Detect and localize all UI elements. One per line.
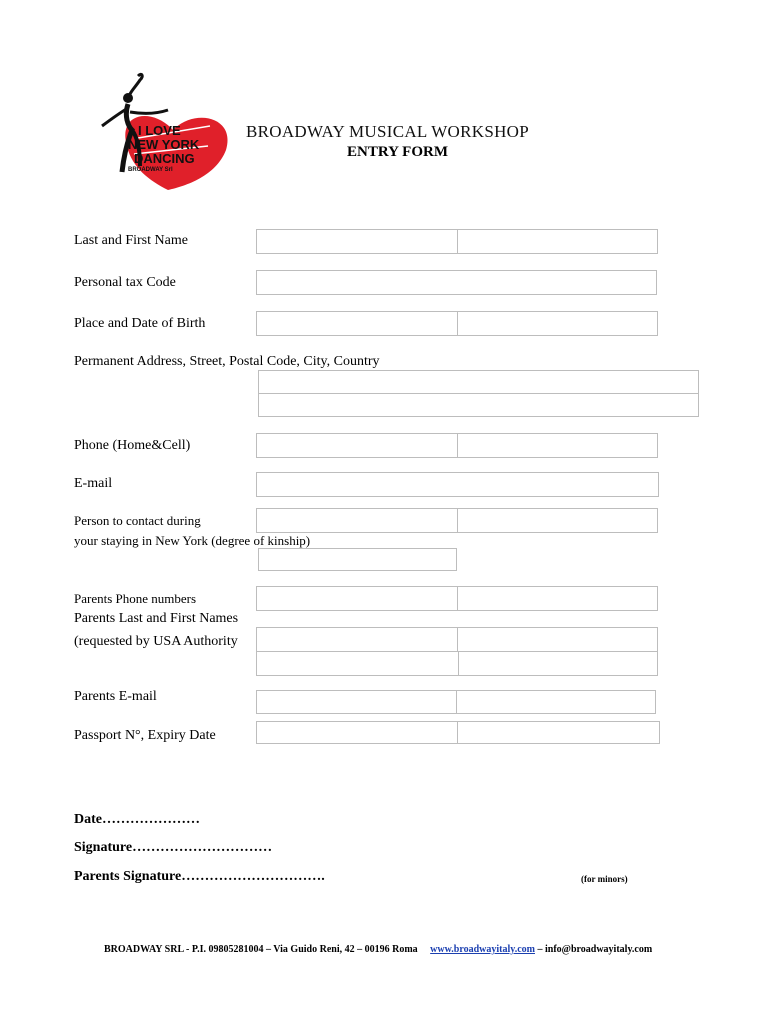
label-passport: Passport N°, Expiry Date (74, 728, 216, 743)
label-permanent-address: Permanent Address, Street, Postal Code, City, Country (74, 354, 380, 369)
label-parents-names: Parents Last and First Names (74, 611, 239, 626)
label-place-date-birth: Place and Date of Birth (74, 316, 206, 331)
parent2-last-name-field[interactable] (256, 651, 459, 676)
logo (98, 68, 238, 193)
label-personal-tax-code: Personal tax Code (74, 275, 176, 290)
footer-website-link[interactable]: www.broadwayitaly.com (430, 944, 535, 955)
birth-date-field[interactable] (457, 311, 658, 336)
parents-email-field-1[interactable] (256, 690, 457, 714)
for-minors-note: (for minors) (581, 874, 628, 884)
passport-number-field[interactable] (256, 721, 458, 744)
page-subtitle: ENTRY FORM (347, 144, 448, 160)
parents-phone-field-1[interactable] (256, 586, 458, 611)
email-field[interactable] (256, 472, 659, 497)
address-field-line1[interactable] (258, 370, 699, 394)
address-field-line2[interactable] (258, 393, 699, 417)
contact-person-name-field[interactable] (256, 508, 458, 533)
parents-email-field-2[interactable] (456, 690, 656, 714)
parents-signature-line: Parents Signature…………………………. (74, 869, 325, 884)
label-email: E-mail (74, 476, 113, 491)
parent1-first-name-field[interactable] (457, 627, 658, 652)
phone-cell-field[interactable] (457, 433, 658, 458)
label-phone: Phone (Home&Cell) (74, 438, 191, 453)
label-contact-person: Person to contact during (74, 513, 201, 528)
contact-person-phone-field[interactable] (258, 548, 457, 571)
phone-home-field[interactable] (256, 433, 458, 458)
parents-phone-field-2[interactable] (457, 586, 658, 611)
parent1-last-name-field[interactable] (256, 627, 458, 652)
contact-person-kinship-field[interactable] (457, 508, 658, 533)
logo-text-line: BROADWAY Srl (128, 167, 173, 173)
first-name-field[interactable] (457, 229, 658, 254)
logo-text-line: I LOVE (138, 123, 181, 138)
label-contact-person-detail: your staying in New York (degree of kinship) (74, 533, 311, 548)
page-title: BROADWAY MUSICAL WORKSHOP (246, 122, 530, 141)
date-line: Date………………… (74, 812, 200, 827)
logo-text-line: DANCING (134, 151, 195, 166)
logo-text-line: NEW YORK (128, 137, 200, 152)
label-parents-phone: Parents Phone numbers (74, 591, 197, 606)
birth-place-field[interactable] (256, 311, 458, 336)
last-name-field[interactable] (256, 229, 458, 254)
tax-code-field[interactable] (256, 270, 657, 295)
footer-company: BROADWAY SRL - P.I. 09805281004 – Via Guido Reni, 42 – 00196 Roma (104, 944, 418, 955)
parent2-first-name-field[interactable] (458, 651, 658, 676)
signature-line: Signature………………………… (74, 840, 273, 855)
label-last-first-name: Last and First Name (74, 233, 188, 248)
label-parents-email: Parents E-mail (74, 689, 157, 704)
passport-expiry-field[interactable] (457, 721, 660, 744)
footer-email: – info@broadwayitaly.com (537, 944, 653, 955)
label-parents-names-note: (requested by USA Authority (74, 634, 238, 649)
footer (104, 944, 652, 955)
